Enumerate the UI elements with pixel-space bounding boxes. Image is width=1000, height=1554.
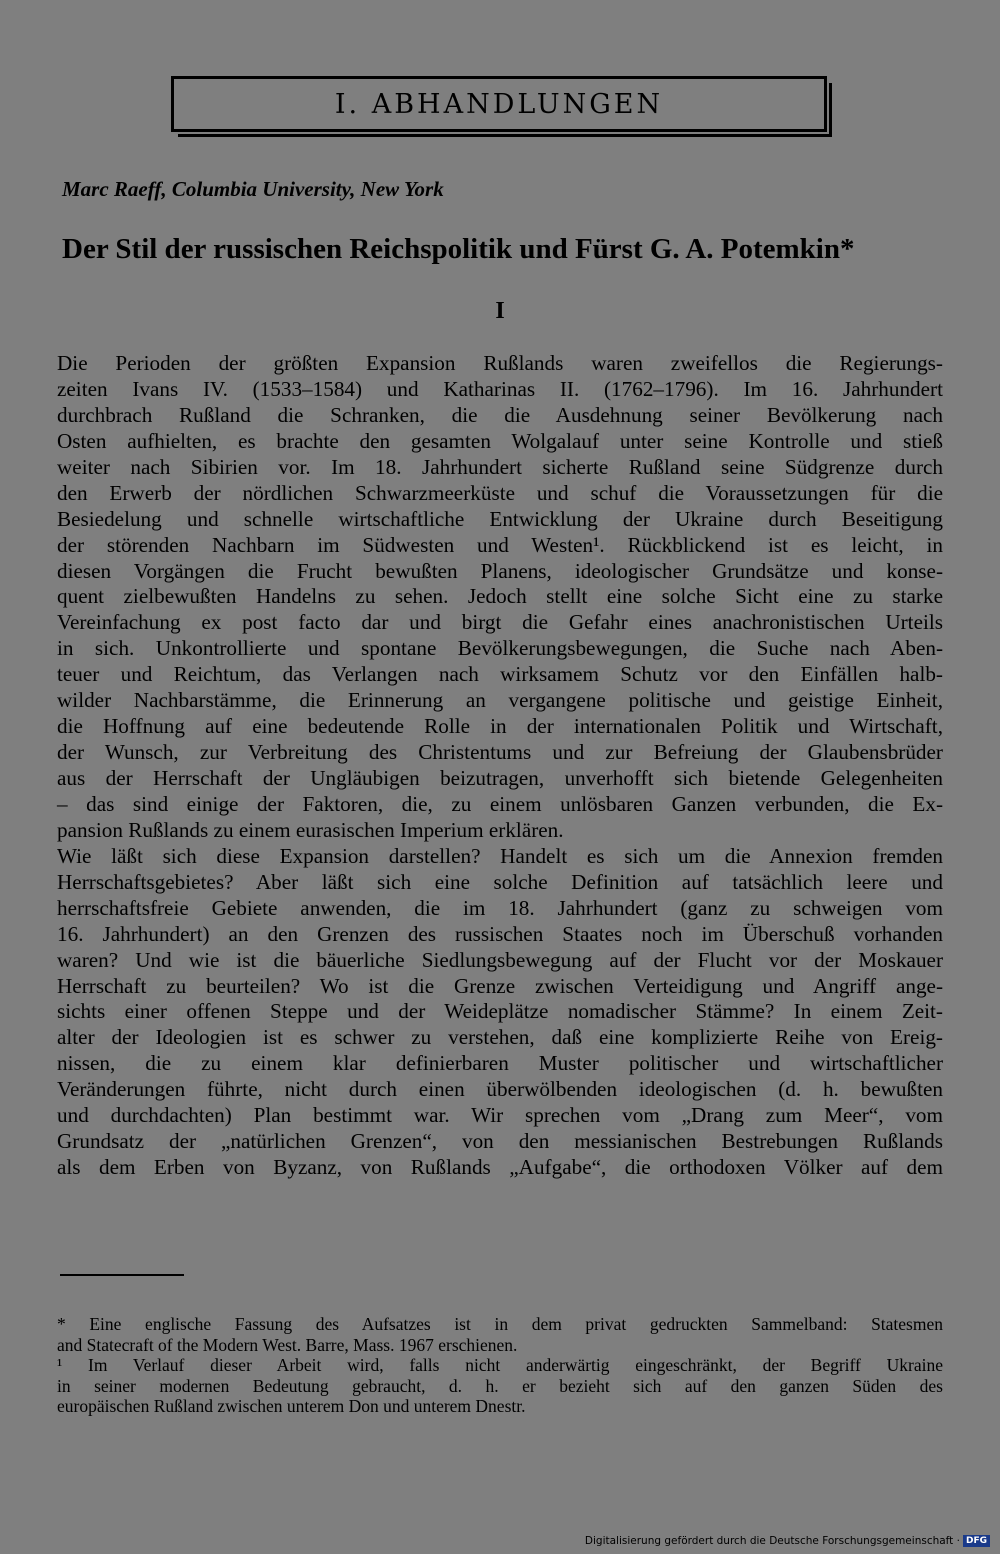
body-line: als dem Erben von Byzanz, von Rußlands „Aufgabe“, die orthodoxen Völker auf dem (57, 1155, 943, 1180)
body-line: weiter nach Sibirien vor. Im 18. Jahrhundert sicherte Rußland seine Südgrenze durch (57, 454, 943, 479)
section-header-box (171, 76, 827, 132)
body-line: Besiedelung und schnelle wirtschaftliche Entwicklung der Ukraine durch Beseitigung (57, 506, 943, 531)
body-line: herrschaftsfreie Gebiete anwenden, die im 18. Jahrhundert (ganz zu schweigen vom (57, 895, 943, 920)
body-line: Vereinfachung ex post facto dar und birgt die Gefahr eines anachronistischen Urteils (57, 610, 943, 635)
body-line: Herrschaftsgebietes? Aber läßt sich eine solche Definition auf tatsächlich leere und (57, 869, 943, 894)
body-line: nissen, die zu einem klar definierbaren Muster politischer und wirtschaftlicher (57, 1051, 943, 1076)
body-line: alter der Ideologien ist es schwer zu verstehen, daß eine komplizierte Reihe von Ereig- (57, 1025, 943, 1050)
body-line: Veränderungen führte, nicht durch einen überwölbenden ideologischen (d. h. bewußten (57, 1077, 943, 1102)
body-line: zeiten Ivans IV. (1533–1584) und Katharinas II. (1762–1796). Im 16. Jahrhundert (57, 376, 943, 401)
footnote-line: in seiner modernen Bedeutung gebraucht, d. h. er bezieht sich auf den ganzen Süden des (57, 1375, 943, 1396)
body-line: der störenden Nachbarn im Südwesten und Westen¹. Rückblickend ist es leicht, in (57, 532, 943, 557)
footnote-divider (60, 1274, 184, 1276)
body-line: in sich. Unkontrollierte und spontane Bevölkerungsbewegungen, die Suche nach Aben- (57, 636, 943, 661)
body-line: – das sind einige der Faktoren, die, zu einem unlösbaren Ganzen verbunden, die Ex- (57, 791, 943, 816)
footnote-line: ¹ Im Verlauf dieser Arbeit wird, falls nicht anderwärtig eingeschränkt, der Begriff Ukraine (57, 1355, 943, 1375)
body-line: Wie läßt sich diese Expansion darstellen? Handelt es sich um die Annexion fremden (57, 843, 943, 868)
body-line: pansion Rußlands zu einem eurasischen Imperium erklären. (57, 817, 564, 842)
body-line: sichts einer offenen Steppe und der Weideplätze nomadischer Stämme? In einem Zeit- (57, 999, 943, 1024)
body-line: und durchdachten) Plan bestimmt war. Wir sprechen vom „Drang zum Meer“, vom (57, 1103, 943, 1128)
body-line: waren? Und wie ist die bäuerliche Siedlungsbewegung auf der Flucht vor der Moskauer (57, 947, 943, 972)
body-line: teuer und Reichtum, das Verlangen nach wirksamem Schutz vor den Einfällen halb- (57, 662, 943, 687)
body-line: Die Perioden der größten Expansion Rußlands waren zweifellos die Regierungs- (57, 351, 943, 375)
article-title: Der Stil der russischen Reichspolitik und Fürst G. A. Potemkin* (62, 233, 855, 265)
body-line: wilder Nachbarstämme, die Erinnerung an vergangene politische und geistige Einheit, (57, 688, 943, 713)
body-line: den Erwerb der nördlichen Schwarzmeerküste und schuf die Voraussetzungen für die (57, 480, 943, 505)
body-line: der Wunsch, zur Verbreitung des Christentums und zur Befreiung der Glaubensbrüder (57, 740, 943, 765)
body-line: die Hoffnung auf eine bedeutende Rolle in der internationalen Politik und Wirtschaft, (57, 714, 943, 739)
section-number: I (495, 298, 505, 324)
body-line: diesen Vorgängen die Frucht bewußten Planens, ideologischer Grundsätze und konse- (57, 558, 943, 583)
footnotes (57, 1314, 943, 1417)
body-line: Osten aufhielten, es brachte den gesamten Wolgalauf unter seine Kontrolle und stieß (57, 428, 943, 453)
body-line: 16. Jahrhundert) an den Grenzen des russischen Staates noch im Überschuß vorhanden (57, 921, 943, 946)
body-line: quent zielbewußten Handelns zu sehen. Jedoch stellt eine solche Sicht eine zu starke (57, 584, 943, 609)
footnote-line: europäischen Rußland zwischen unterem Don und unterem Dnestr. (57, 1396, 526, 1416)
digitization-footer (585, 1535, 990, 1547)
footnote-line: * Eine englische Fassung des Aufsatzes ist in dem privat gedruckten Sammelband: Statesmen (57, 1314, 943, 1334)
body-line: durchbrach Rußland die Schranken, die die Ausdehnung seiner Bevölkerung nach (57, 402, 943, 427)
body-line: Grundsatz der „natürlichen Grenzen“, von den messianischen Bestrebungen Rußlands (57, 1129, 943, 1154)
author-line: Marc Raeff, Columbia University, New York (62, 177, 444, 201)
dfg-logo-icon: DFG (963, 1535, 990, 1547)
body-line: aus der Herrschaft der Ungläubigen beizutragen, unverhofft sich bietende Gelegenheiten (57, 766, 943, 790)
body-text (57, 351, 943, 1181)
footnote-line: and Statecraft of the Modern West. Barre, Mass. 1967 erschienen. (57, 1334, 518, 1355)
section-header-title: I. ABHANDLUNGEN (334, 88, 664, 120)
body-line: Herrschaft zu beurteilen? Wo ist die Grenze zwischen Verteidigung und Angriff ange- (57, 973, 943, 998)
footer-text: Digitalisierung gefördert durch die Deutsche Forschungsgemeinschaft · (584, 1535, 960, 1547)
